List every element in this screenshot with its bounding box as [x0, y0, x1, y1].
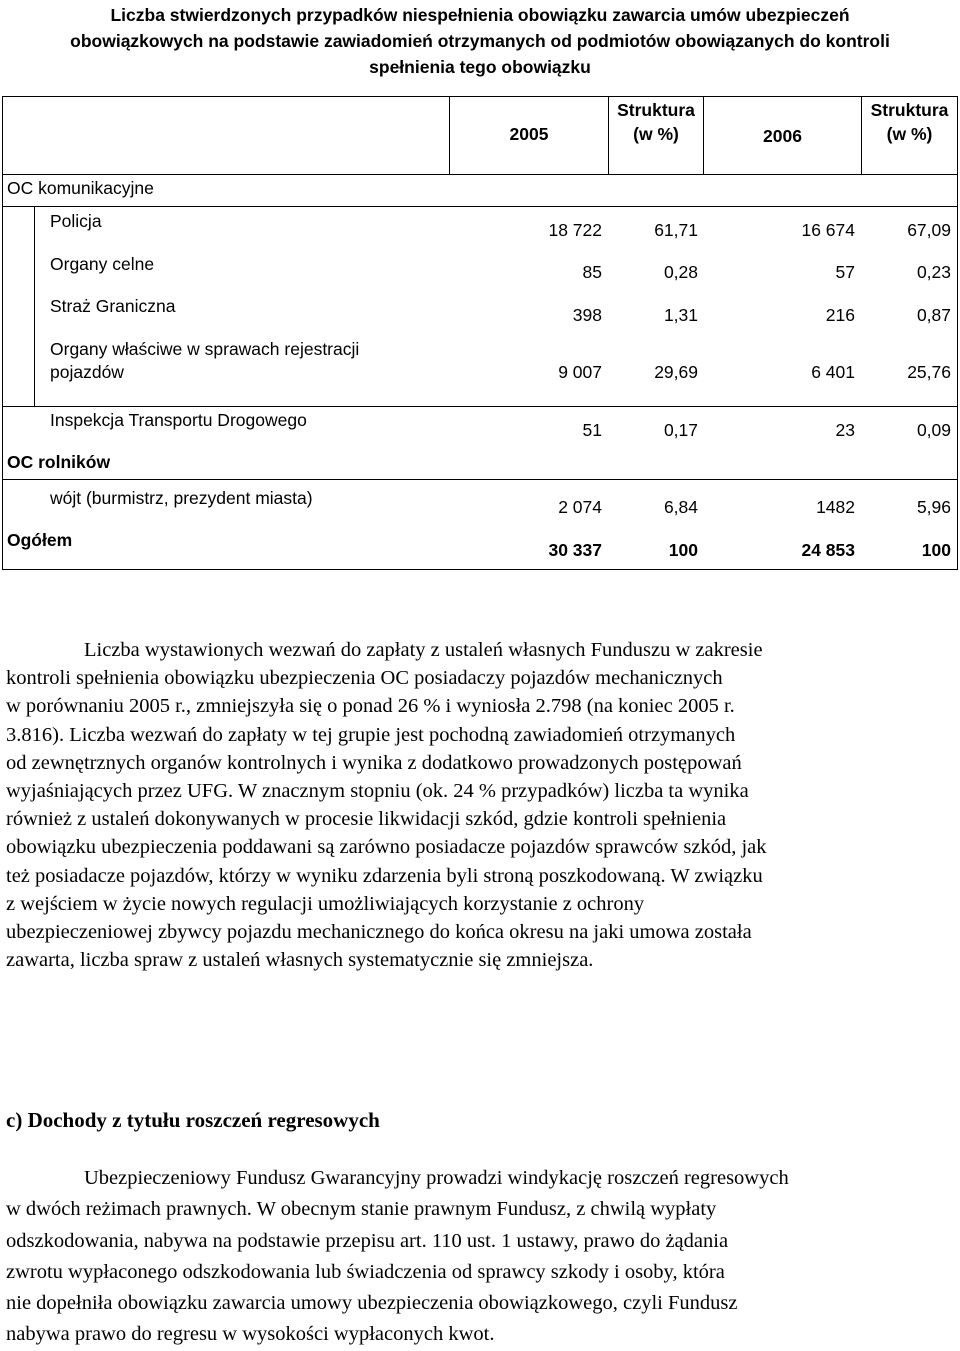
value-2005: 398 — [572, 305, 602, 325]
total-structure-2006: 100 — [921, 540, 951, 560]
structure-2005: 61,71 — [654, 220, 698, 240]
column-header-structure-2005-unit: (w %) — [633, 124, 679, 144]
text-line: obowiązku ubezpieczenia poddawani są zarówno posiadacze pojazdów sprawców szkód, jak — [6, 836, 767, 859]
structure-2005: 1,31 — [663, 305, 698, 325]
section-heading: c) Dochody z tytułu roszczeń regresowych — [6, 1108, 380, 1132]
structure-2005: 29,69 — [654, 362, 698, 382]
value-2006: 23 — [835, 420, 855, 440]
text-line: od zewnętrznych organów kontrolnych i wynika z dodatkowo prowadzonych postępowań — [6, 751, 742, 774]
total-2005: 30 337 — [548, 540, 602, 560]
paragraph-summons — [6, 636, 934, 974]
structure-2005: 0,28 — [663, 262, 698, 282]
text-line: nabywa prawo do regresu w wysokości wypłaconych kwot. — [6, 1323, 495, 1346]
structure-2006: 5,96 — [916, 497, 951, 517]
total-2006: 24 853 — [801, 540, 855, 560]
value-2006: 57 — [835, 262, 855, 282]
text-line: kontroli spełnienia obowiązku ubezpieczenia OC posiadaczy pojazdów mechanicznych — [6, 667, 723, 690]
statistics-table — [2, 96, 958, 570]
value-2005: 51 — [582, 420, 602, 440]
text-line: 3.816). Liczba wezwań do zapłaty w tej grupie jest pochodną zawiadomień otrzymanych — [6, 723, 736, 746]
table-title-line: Liczba stwierdzonych przypadków niespełnienia obowiązku zawarcia umów ubezpieczeń — [110, 5, 850, 25]
column-header-structure-2006-unit: (w %) — [886, 124, 933, 144]
text-line: ubezpieczeniowej zbywcy pojazdu mechanicznego do końca okresu na jaki umowa została — [6, 921, 752, 944]
value-2005: 9 007 — [558, 362, 602, 382]
row-label: Inspekcja Transportu Drogowego — [50, 410, 307, 430]
text-line: z wejściem w życie nowych regulacji umożliwiających korzystanie z ochrony — [6, 892, 645, 915]
value-2005: 2 074 — [558, 497, 602, 517]
text-line: wyjaśniających przez UFG. W znacznym stopniu (ok. 24 % przypadków) liczba ta wynika — [6, 780, 749, 803]
row-divider — [2, 479, 958, 480]
text-line: nie dopełniła obowiązku zawarcia umowy ubezpieczenia obowiązkowego, czyli Fundusz — [6, 1292, 738, 1315]
group-label-oc-rolnikow: OC rolników — [7, 452, 111, 472]
indent-divider — [34, 206, 35, 406]
row-divider — [2, 206, 958, 207]
text-line: Liczba wystawionych wezwań do zapłaty z ustaleń własnych Funduszu w zakresie — [84, 639, 763, 661]
row-label: Organy celne — [50, 254, 155, 274]
row-label: wójt (burmistrz, prezydent miasta) — [50, 488, 313, 508]
value-2006: 216 — [825, 305, 855, 325]
structure-2005: 0,17 — [663, 420, 698, 440]
column-header-structure-2006: Struktura — [870, 100, 949, 120]
text-line: zwrotu wypłaconego odszkodowania lub świadczenia od sprawcy szkody i osoby, która — [6, 1260, 725, 1283]
row-divider — [2, 406, 958, 407]
column-header-2005: 2005 — [509, 124, 549, 144]
table-title — [0, 2, 960, 80]
group-label-oc-komunikacyjne: OC komunikacyjne — [7, 178, 154, 198]
text-line: odszkodowania, nabywa na podstawie przepisu art. 110 ust. 1 ustawy, prawo do żądania — [6, 1229, 729, 1252]
text-line: zawarta, liczba spraw z ustaleń własnych systematycznie się zmniejsza. — [6, 949, 594, 972]
table-border-left — [2, 96, 3, 570]
structure-2006: 25,76 — [907, 362, 951, 382]
row-label: Organy właściwe w sprawach rejestracji — [50, 339, 360, 359]
total-label: Ogółem — [7, 530, 73, 550]
table-title-line: spełnienia tego obowiązku — [369, 57, 591, 77]
table-border-bottom — [2, 569, 958, 570]
value-2005: 85 — [582, 262, 602, 282]
value-2005: 18 722 — [548, 220, 602, 240]
row-label: Policja — [50, 211, 102, 231]
table-border-top — [2, 96, 958, 97]
value-2006: 6 401 — [811, 362, 855, 382]
value-2006: 1482 — [816, 497, 855, 517]
text-line: Ubezpieczeniowy Fundusz Gwarancyjny prowadzi windykację roszczeń regresowych — [84, 1167, 789, 1189]
table-title-line: obowiązkowych na podstawie zawiadomień otrzymanych od podmiotów obowiązanych do kontroli — [70, 31, 890, 51]
text-line: również z ustaleń dokonywanych w procesie likwidacji szkód, gdzie kontroli spełnienia — [6, 808, 727, 831]
structure-2006: 67,09 — [907, 220, 951, 240]
column-header-structure-2005: Struktura — [617, 100, 695, 120]
header-bottom-line — [2, 174, 958, 175]
structure-2006: 0,09 — [916, 420, 951, 440]
value-2006: 16 674 — [801, 220, 855, 240]
structure-2005: 6,84 — [663, 497, 698, 517]
text-line: w dwóch reżimach prawnych. W obecnym stanie prawnym Fundusz, z chwilą wypłaty — [6, 1198, 717, 1221]
row-label: Straż Graniczna — [50, 296, 176, 316]
row-label-continued: pojazdów — [50, 362, 124, 382]
structure-2006: 0,87 — [916, 305, 951, 325]
paragraph-recourse — [6, 1163, 934, 1351]
column-header-2006: 2006 — [763, 126, 802, 146]
text-line: też posiadacze pojazdów, którzy w wyniku zdarzenia byli stroną poszkodowaną. W związku — [6, 864, 763, 887]
structure-2006: 0,23 — [916, 262, 951, 282]
table-border-right — [957, 96, 958, 570]
total-structure-2005: 100 — [668, 540, 698, 560]
text-line: w porównaniu 2005 r., zmniejszyła się o ponad 26 % i wyniosła 2.798 (na koniec 2005 r. — [6, 695, 735, 718]
